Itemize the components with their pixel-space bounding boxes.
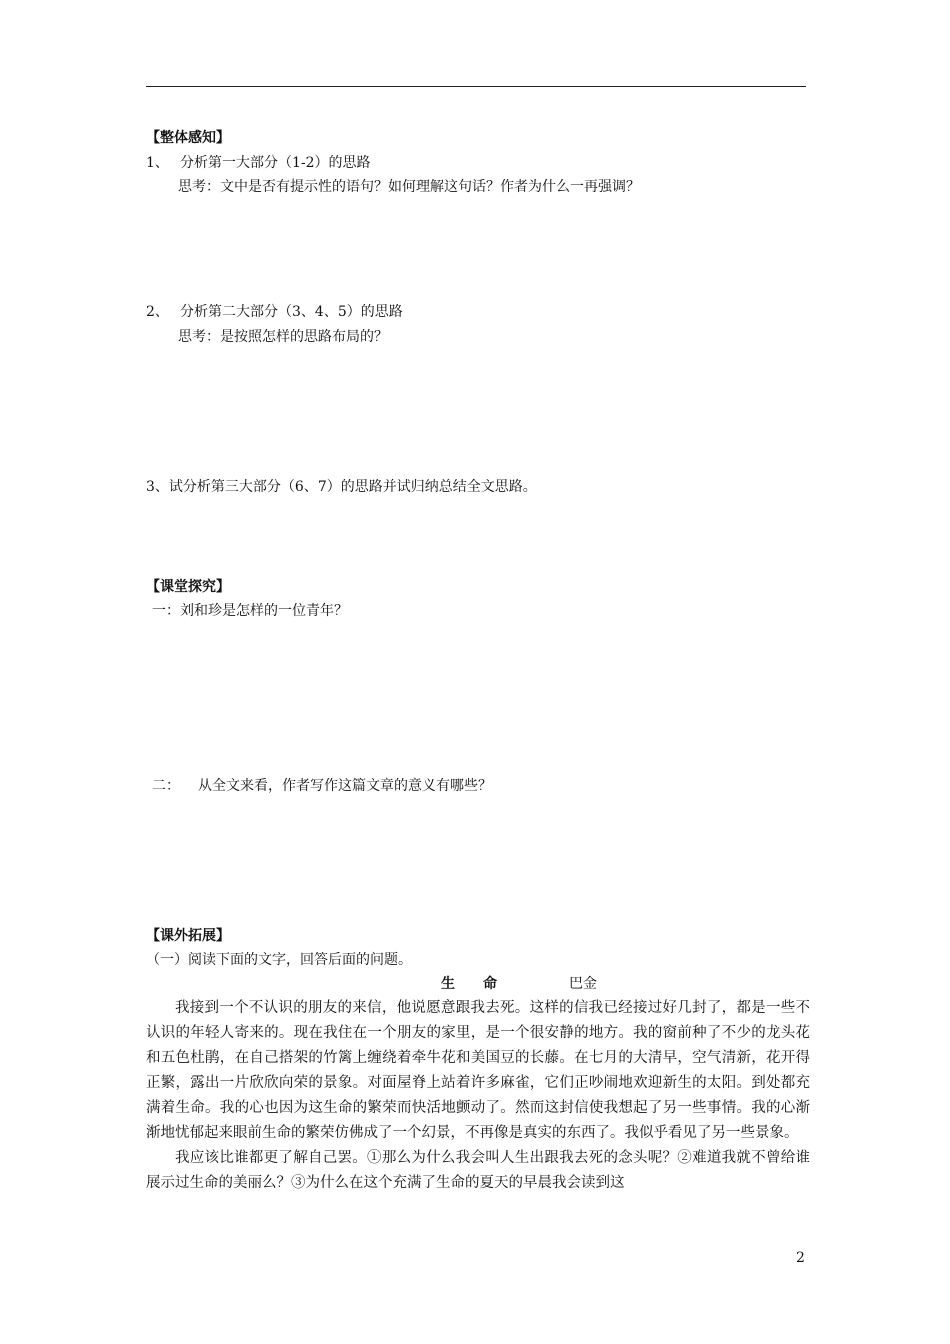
section-heading-classroom: 【课堂探究】 bbox=[146, 579, 230, 595]
passage-title: 生 命 bbox=[441, 976, 497, 992]
section-heading-overall: 【整体感知】 bbox=[146, 130, 230, 146]
question-number: 二： bbox=[152, 778, 180, 794]
question-hint: 思考：是按照怎样的思路布局的？ bbox=[178, 329, 388, 345]
question-hint: 思考：文中是否有提示性的语句？如何理解这句话？作者为什么一再强调？ bbox=[178, 179, 640, 195]
reading-instruction: （一）阅读下面的文字，回答后面的问题。 bbox=[146, 952, 412, 968]
passage-paragraph: 我接到一个不认识的朋友的来信，他说愿意跟我去死。这样的信我已经接过好几封了，都是一些不认识的年轻人寄来的。现在我住在一个朋友的家里，是一个很安静的地方。我的窗前种了不少的龙头花和五色杜鹃，在自己搭架的竹篱上缠绕着牵牛花和美国豆的长藤。在七月的大清早，空气清新，花开得正繁，露出一片欣欣向荣的景象。对面屋脊上站着许多麻雀，它们正吵闹地欢迎新生的太阳。到处都充满着生命。我的心也因为这生命的繁荣而快活地颤动了。然而这封信使我想起了另一些事情。我的心渐渐地忧郁起来眼前生命的繁荣仿佛成了一个幻景，不再像是真实的东西了。我似乎看见了另一些景象。 bbox=[146, 1000, 810, 1141]
passage-body bbox=[146, 996, 810, 1196]
question-text: 分析第二大部分（3、4、5）的思路 bbox=[180, 304, 403, 320]
question-number: 1、 bbox=[146, 155, 169, 171]
section-heading-extension: 【课外拓展】 bbox=[146, 928, 230, 944]
header-rule bbox=[146, 86, 806, 87]
page-number: 2 bbox=[796, 1250, 805, 1266]
question-number: 2、 bbox=[146, 304, 169, 320]
passage-author: 巴金 bbox=[569, 976, 597, 992]
question-text: 分析第一大部分（1-2）的思路 bbox=[180, 155, 371, 171]
question-text: 从全文来看，作者写作这篇文章的意义有哪些？ bbox=[198, 778, 492, 794]
question-text: 一：刘和珍是怎样的一位青年？ bbox=[152, 603, 348, 619]
passage-paragraph: 我应该比谁都更了解自己罢。①那么为什么我会叫人生出跟我去死的念头呢？②难道我就不曾给谁展示过生命的美丽么？③为什么在这个充满了生命的夏天的早晨我会读到这 bbox=[146, 1150, 810, 1191]
question-text: 3、试分析第三大部分（6、7）的思路并试归纳总结全文思路。 bbox=[146, 479, 537, 495]
